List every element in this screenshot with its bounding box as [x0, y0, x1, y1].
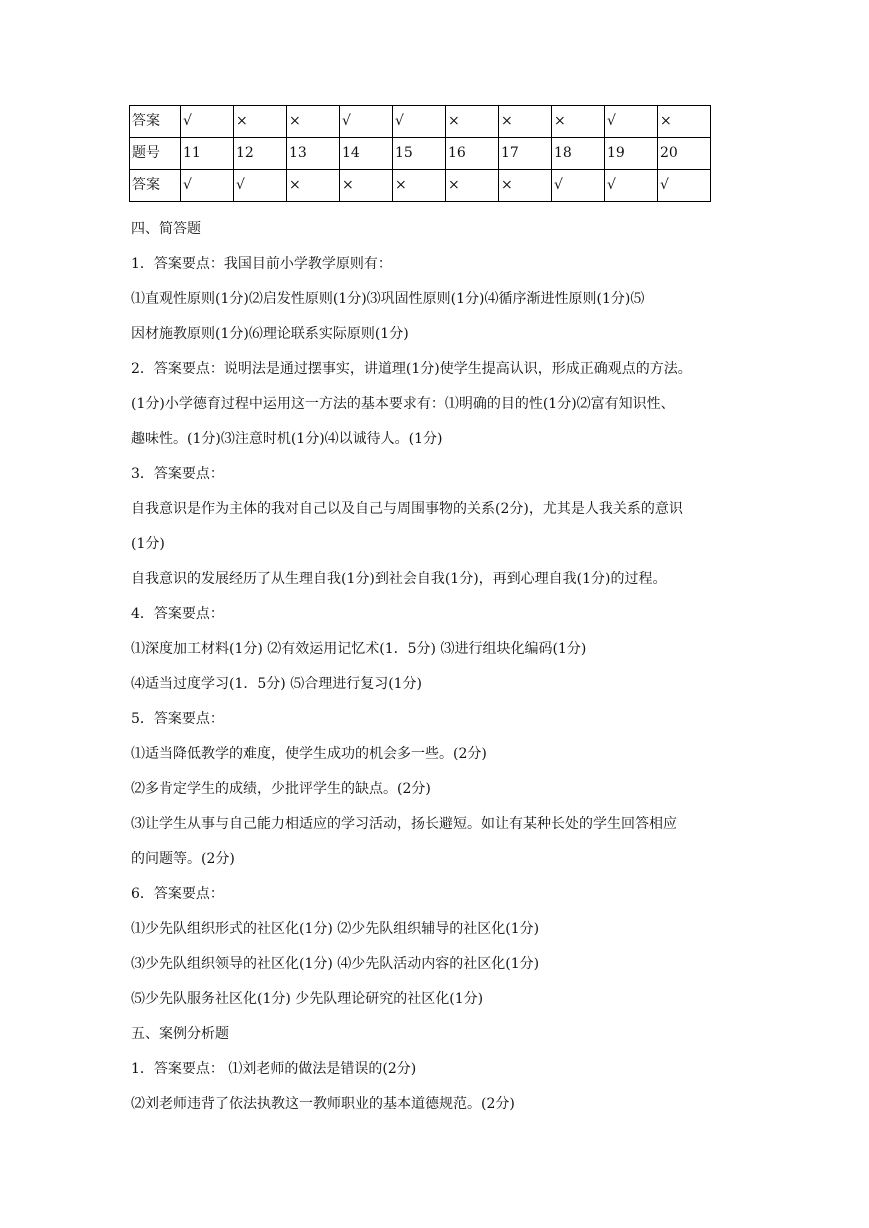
table-cell: ×	[499, 170, 552, 202]
answer-text-body	[131, 212, 743, 1122]
table-cell: 11	[181, 138, 234, 170]
answer-table	[129, 105, 711, 202]
row-label: 答案	[130, 170, 181, 202]
table-cell: 15	[393, 138, 446, 170]
table-cell: 16	[446, 138, 499, 170]
table-cell: 20	[658, 138, 711, 170]
text-line: ⑶让学生从事与自己能力相适应的学习活动，扬长避短。如让有某种长处的学生回答相应	[131, 816, 677, 832]
row-label: 答案	[130, 106, 181, 138]
table-cell: 18	[552, 138, 605, 170]
table-row	[130, 106, 711, 138]
table-cell: ×	[287, 106, 340, 138]
text-line: ⑴直观性原则(1分)⑵启发性原则(1分)⑶巩固性原则(1分)⑷循序渐进性原则(1分)⑸	[131, 291, 645, 307]
section-heading: 四、简答题	[131, 221, 201, 237]
text-line: 自我意识的发展经历了从生理自我(1分)到社会自我(1分)，再到心理自我(1分)的过程。	[131, 571, 667, 587]
table-row	[130, 138, 711, 170]
question-heading: 4．答案要点：	[131, 606, 224, 622]
table-cell: √	[393, 106, 446, 138]
table-cell: ×	[552, 106, 605, 138]
table-cell: √	[234, 170, 287, 202]
question-heading: 5．答案要点：	[131, 711, 224, 727]
text-line: 的问题等。(2分)	[131, 851, 235, 867]
table-cell: ×	[234, 106, 287, 138]
text-line: (1分)	[131, 536, 165, 552]
text-line: ⑶少先队组织领导的社区化(1分) ⑷少先队活动内容的社区化(1分)	[131, 956, 540, 972]
table-cell: 12	[234, 138, 287, 170]
text-line: 趣味性。(1分)⑶注意时机(1分)⑷以诚待人。(1分)	[131, 431, 443, 447]
text-line: ⑴深度加工材料(1分) ⑵有效运用记忆术(1．5分) ⑶进行组块化编码(1分)	[131, 641, 587, 657]
text-line: ⑵刘老师违背了依法执教这一教师职业的基本道德规范。(2分)	[131, 1096, 515, 1112]
table-cell: 19	[605, 138, 658, 170]
table-cell: √	[605, 106, 658, 138]
table-cell: √	[181, 106, 234, 138]
table-cell: ×	[340, 170, 393, 202]
answer-table-body	[130, 106, 711, 202]
row-label: 题号	[130, 138, 181, 170]
table-cell: ×	[658, 106, 711, 138]
table-cell: 14	[340, 138, 393, 170]
question-heading: 3．答案要点：	[131, 466, 224, 482]
text-line: 自我意识是作为主体的我对自己以及自己与周围事物的关系(2分)，尤其是人我关系的意识	[131, 501, 683, 517]
table-cell: ×	[393, 170, 446, 202]
table-cell: √	[658, 170, 711, 202]
table-cell: 17	[499, 138, 552, 170]
question-heading: 6．答案要点：	[131, 886, 224, 902]
question-heading: 1．答案要点：我国目前小学教学原则有：	[131, 256, 392, 272]
table-cell: ×	[499, 106, 552, 138]
text-line: ⑵多肯定学生的成绩，少批评学生的缺点。(2分)	[131, 781, 431, 797]
table-cell: ×	[446, 106, 499, 138]
table-cell: 13	[287, 138, 340, 170]
text-line: ⑸少先队服务社区化(1分) 少先队理论研究的社区化(1分)	[131, 991, 484, 1007]
question-heading: 1．答案要点： ⑴刘老师的做法是错误的(2分)	[131, 1061, 417, 1077]
table-cell: √	[552, 170, 605, 202]
section-heading: 五、案例分析题	[131, 1026, 229, 1042]
text-line: ⑴适当降低教学的难度，使学生成功的机会多一些。(2分)	[131, 746, 487, 762]
table-cell: ×	[287, 170, 340, 202]
text-line: 因材施教原则(1分)⑹理论联系实际原则(1分)	[131, 326, 409, 342]
table-cell: √	[605, 170, 658, 202]
table-cell: ×	[446, 170, 499, 202]
text-line: ⑴少先队组织形式的社区化(1分) ⑵少先队组织辅导的社区化(1分)	[131, 921, 540, 937]
text-line: ⑷适当过度学习(1．5分) ⑸合理进行复习(1分)	[131, 676, 423, 692]
table-row	[130, 170, 711, 202]
text-line: (1分)小学德育过程中运用这一方法的基本要求有：⑴明确的目的性(1分)⑵富有知识性、	[131, 396, 675, 412]
question-heading: 2．答案要点：说明法是通过摆事实，讲道理(1分)使学生提高认识，形成正确观点的方法。	[131, 361, 692, 377]
table-cell: √	[181, 170, 234, 202]
table-cell: √	[340, 106, 393, 138]
